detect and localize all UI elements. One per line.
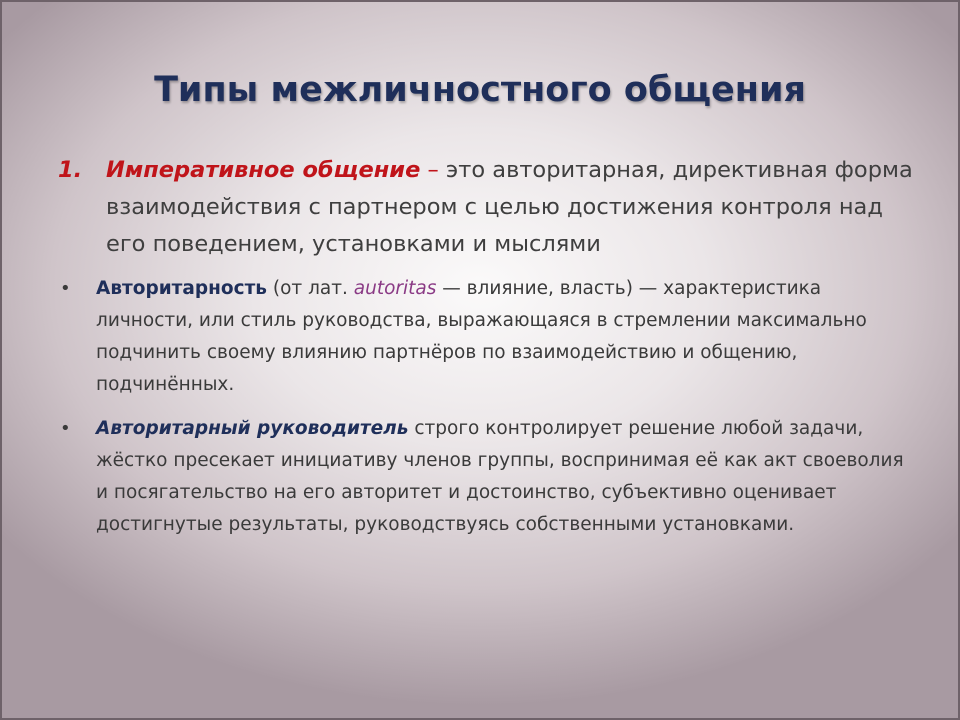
- bullet-text: строго контролирует решение любой задачи, жёстко пресекает инициативу членов группы, воспринимая её как акт своеволия и посягательство на его авторитет и достоинство, субъективно оценивает достигнутые результаты, руководствуясь собственными установками.: [96, 418, 904, 535]
- numbered-item-imperative: [58, 152, 918, 263]
- term-authoritarianism: Авторитарность: [96, 278, 267, 299]
- term-imperative: Императивное общение: [106, 157, 421, 183]
- bullet-text: — влияние, власть) — характеристика личности, или стиль руководства, выражающаяся в стремлении максимально подчинить своему влиянию партнёров по взаимодействию и общению, подчинённых.: [96, 278, 867, 395]
- item-number: 1.: [58, 157, 83, 183]
- bullet-authoritarian-leader: [58, 413, 918, 541]
- bullet-authoritarianism: [58, 273, 918, 401]
- slide-title: Типы межличностного общения: [154, 70, 806, 110]
- latin-prefix: (от лат.: [267, 278, 354, 299]
- latin-word: autoritas: [353, 278, 437, 299]
- slide-body: [58, 152, 918, 541]
- bullet-marker: •: [60, 278, 71, 299]
- term-authoritarian-leader: Авторитарный руководитель: [96, 418, 409, 439]
- item-definition: это авторитарная, директивная форма взаимодействия с партнером с целью достижения контроля над его поведением, установками и мыслями: [106, 157, 913, 257]
- term-dash: –: [420, 157, 439, 183]
- bullet-marker: •: [60, 418, 71, 439]
